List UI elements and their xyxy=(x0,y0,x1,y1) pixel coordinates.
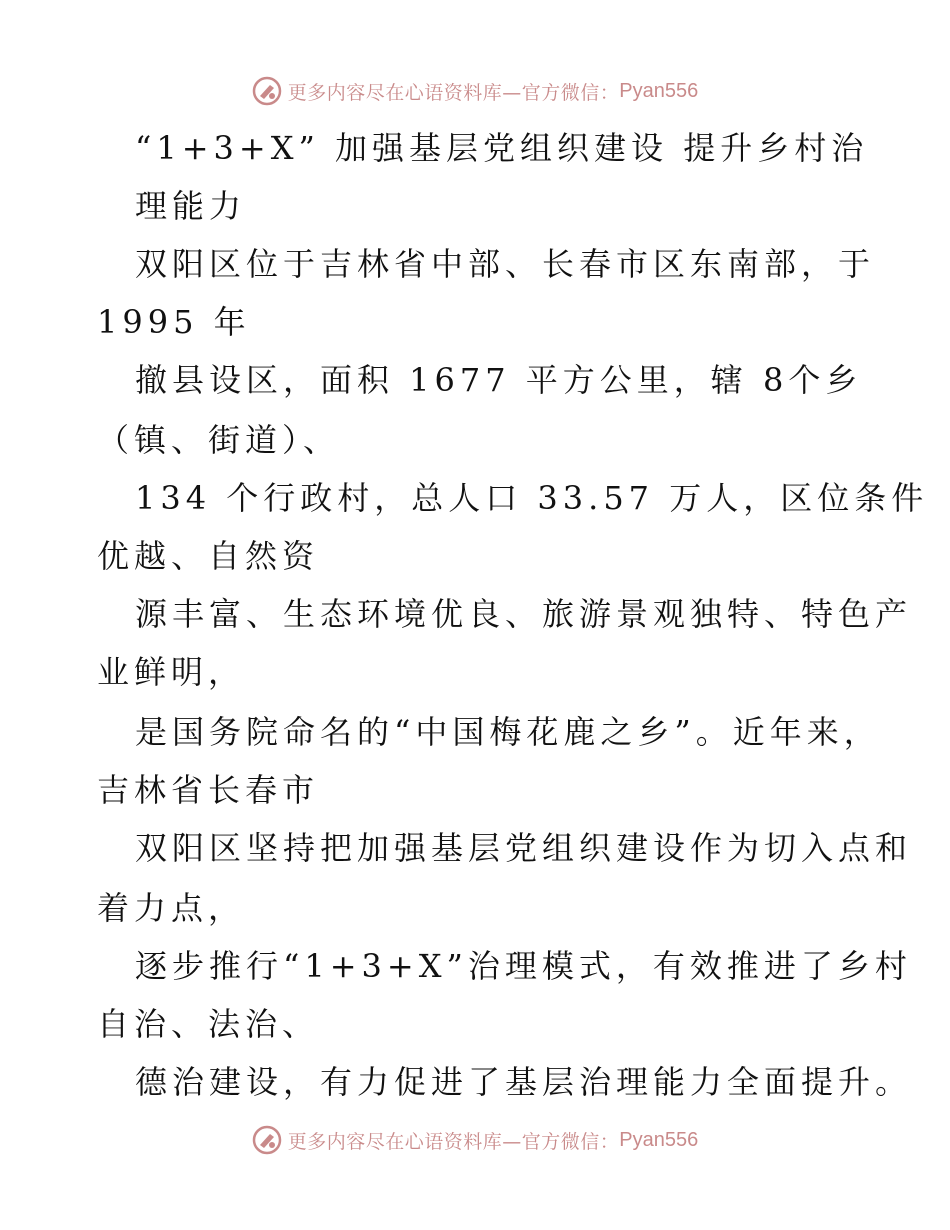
paragraph-line: 德治建设，有力促进了基层治理能力全面提升。 xyxy=(135,1063,913,1101)
paragraph-line: 着力点， xyxy=(97,889,246,927)
paragraph-line: 吉林省长春市 xyxy=(97,771,320,809)
watermark-text: 更多内容尽在心语资料库—官方微信： xyxy=(287,81,620,104)
footer-watermark xyxy=(0,1121,950,1159)
watermark-text: 更多内容尽在心语资料库—官方微信： xyxy=(287,1130,620,1153)
paragraph-line: 134 个行政村，总人口 33.57 万人，区位条件 xyxy=(135,479,929,517)
paragraph-line: 1995 年 xyxy=(97,303,251,341)
paragraph-line: （镇、街道）、 xyxy=(97,421,341,459)
paragraph-line: 双阳区坚持把加强基层党组织建设作为切入点和 xyxy=(135,829,913,867)
title-line-1: “1+3+X” 加强基层党组织建设 提升乡村治 xyxy=(135,129,869,167)
watermark-wechat-id: Pyan556 xyxy=(619,79,699,102)
paragraph-line: 业鲜明， xyxy=(97,653,246,691)
watermark-wechat-id: Pyan556 xyxy=(619,1128,699,1151)
paragraph-line: 优越、自然资 xyxy=(97,537,320,575)
paragraph-line: 双阳区位于吉林省中部、长春市区东南部，于 xyxy=(135,245,876,283)
logo-icon xyxy=(252,76,282,106)
header-watermark xyxy=(0,72,950,110)
paragraph-line: 撤县设区，面积 1677 平方公里，辖 8个乡 xyxy=(135,361,863,399)
title-line-2: 理能力 xyxy=(135,187,247,225)
paragraph-line: 是国务院命名的“中国梅花鹿之乡”。近年来， xyxy=(135,713,881,751)
paragraph-line: 自治、法治、 xyxy=(97,1005,320,1043)
logo-icon xyxy=(252,1125,282,1155)
paragraph-line: 源丰富、生态环境优良、旅游景观独特、特色产 xyxy=(135,595,913,633)
paragraph-line: 逐步推行“1+3+X”治理模式，有效推进了乡村 xyxy=(135,947,912,985)
